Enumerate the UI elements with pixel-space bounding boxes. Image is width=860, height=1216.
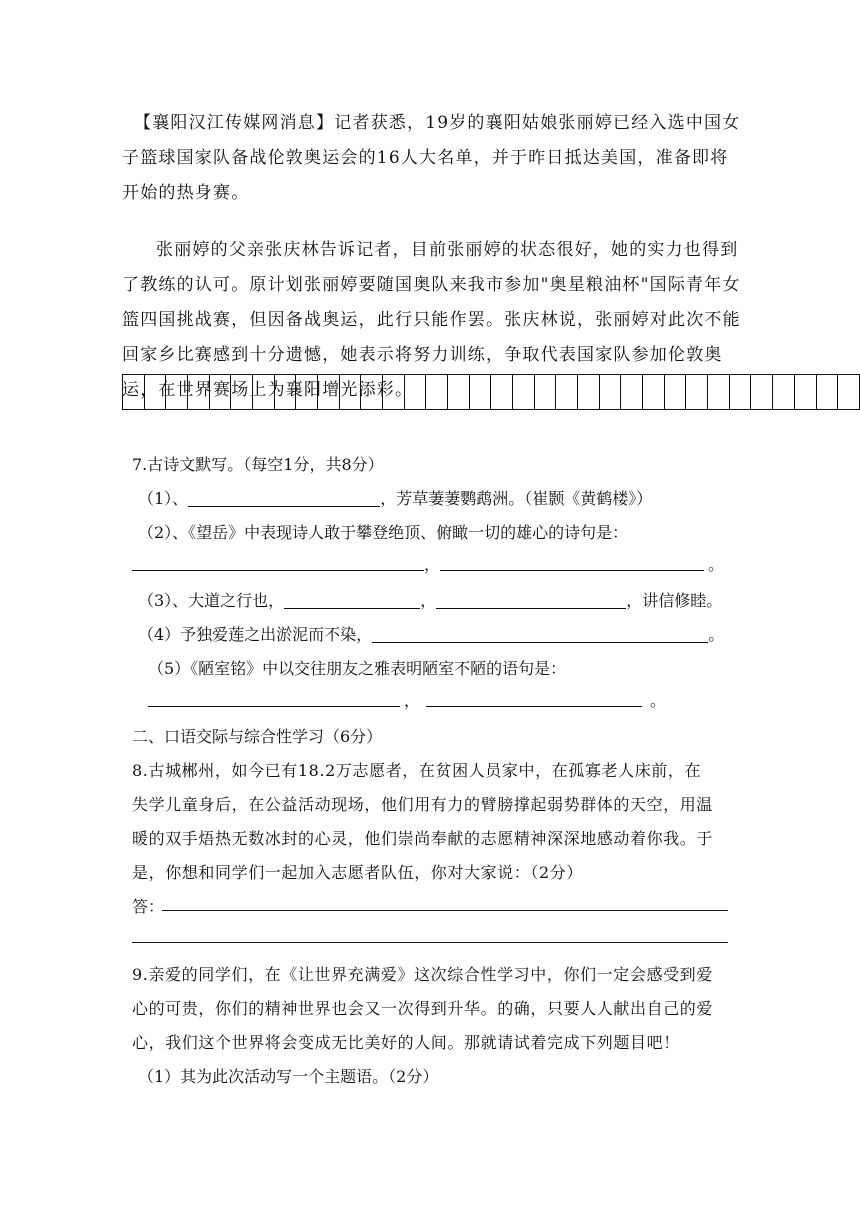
grid-cell[interactable] xyxy=(166,375,188,410)
grid-cell[interactable] xyxy=(448,375,470,410)
question-7-title: 7.古诗文默写。（每空1分，共8分） xyxy=(132,455,384,474)
news-paragraph-1: 【襄阳汉江传媒网消息】记者获悉，19岁的襄阳姑娘张丽婷已经入选中国女子篮球国家队备战伦敦奥运会的16人大名单，并于昨日抵达美国，准备即将开始的热身赛。 xyxy=(122,113,741,203)
grid-cell[interactable] xyxy=(209,375,231,410)
question-9-line-1: 9.亲爱的同学们，在《让世界充满爱》这次综合性学习中，你们一定会感受到爱 xyxy=(132,965,713,984)
question-7-line-4 xyxy=(138,622,724,645)
grid-cell[interactable] xyxy=(404,375,426,410)
q7-3-blank-2[interactable] xyxy=(436,590,626,609)
grid-cell[interactable] xyxy=(599,375,621,410)
q7-1-suffix: ，芳草萋萋鹦鹉洲。（崔颢《黄鹤楼》） xyxy=(380,489,653,508)
section-2-title: 二、口语交际与综合性学习（6分） xyxy=(132,727,383,746)
q7-4-prefix: （4）予独爱莲之出淤泥而不染， xyxy=(138,625,373,644)
news-paragraph-2: 张丽婷的父亲张庆林告诉记者，目前张丽婷的状态很好，她的实力也得到了教练的认可。原计划张丽婷要随国奥队来我市参加"奥星粮油杯"国际青年女篮四国挑战赛，但因备战奥运，此行只能作罢。张庆林说，张丽婷对此次不能回家乡比赛感到十分遗憾，她表示将努力训练，争取代表国家队参加伦敦奥运，在世界赛场上为襄阳增光添彩。 xyxy=(122,240,741,400)
q7-2-end: 。 xyxy=(708,555,725,574)
grid-cell[interactable] xyxy=(339,375,361,410)
q7-1-blank[interactable] xyxy=(188,488,380,507)
grid-cell[interactable] xyxy=(491,375,513,410)
grid-cell[interactable] xyxy=(664,375,686,410)
grid-cell[interactable] xyxy=(838,375,860,410)
q7-5-comma: ， xyxy=(404,691,421,710)
question-7-line-1 xyxy=(138,486,652,509)
q7-2-blank-1[interactable] xyxy=(132,570,424,571)
grid-cell[interactable] xyxy=(144,375,166,410)
grid-cell[interactable] xyxy=(383,375,405,410)
q8-answer-label: 答： xyxy=(132,897,165,916)
grid-cell[interactable] xyxy=(643,375,665,410)
grid-cell[interactable] xyxy=(188,375,210,410)
grid-cell[interactable] xyxy=(773,375,795,410)
question-7-line-2: （2）、《望岳》中表现诗人敢于攀登绝顶、俯瞰一切的雄心的诗句是： xyxy=(138,523,629,542)
grid-cell[interactable] xyxy=(361,375,383,410)
q7-4-end: 。 xyxy=(708,625,725,644)
grid-cell[interactable] xyxy=(253,375,275,410)
question-8-line-2: 失学儿童身后，在公益活动现场，他们用有力的臂膀撑起弱势群体的天空，用温 xyxy=(132,795,714,814)
q7-5-end: 。 xyxy=(650,691,667,710)
q7-2-comma: ， xyxy=(424,555,441,574)
grid-cell[interactable] xyxy=(578,375,600,410)
grid-cell[interactable] xyxy=(794,375,816,410)
grid-cell[interactable] xyxy=(426,375,448,410)
q7-1-prefix: （1）、 xyxy=(138,489,189,508)
q7-3-suffix: ，讲信修睦。 xyxy=(626,591,723,610)
grid-cell[interactable] xyxy=(534,375,556,410)
question-8-line-4: 是，你想和同学们一起加入志愿者队伍，你对大家说：（2分） xyxy=(132,863,583,882)
question-7-line-5: （5）《陋室铭》中以交往朋友之雅表明陋室不陋的语句是： xyxy=(148,659,567,678)
grid-cell[interactable] xyxy=(231,375,253,410)
q7-3-prefix: （3）、大道之行也， xyxy=(138,591,285,610)
grid-cell[interactable] xyxy=(686,375,708,410)
q8-answer-line-1[interactable] xyxy=(162,910,728,911)
grid-cell[interactable] xyxy=(729,375,751,410)
q7-2-blank-2[interactable] xyxy=(440,570,704,571)
q8-answer-line-2[interactable] xyxy=(132,942,728,943)
question-9-line-2: 心的可贵，你们的精神世界也会又一次得到升华。的确，只要人人献出自己的爱 xyxy=(132,999,714,1018)
question-8-line-1: 8.古城郴州，如今已有18.2万志愿者，在贫困人员家中，在孤寡老人床前，在 xyxy=(132,761,702,780)
grid-cell[interactable] xyxy=(816,375,838,410)
grid-cell[interactable] xyxy=(751,375,773,410)
q7-4-blank[interactable] xyxy=(372,624,708,643)
q7-5-blank-2[interactable] xyxy=(426,706,642,707)
grid-cell[interactable] xyxy=(274,375,296,410)
question-9-sub-1: （1）其为此次活动写一个主题语。（2分） xyxy=(138,1067,439,1086)
grid-cell[interactable] xyxy=(296,375,318,410)
question-7-line-3 xyxy=(138,588,722,611)
question-8-line-3: 暖的双手焐热无数冰封的心灵，他们崇尚奉献的志愿精神深深地感动着你我。于 xyxy=(132,829,714,848)
grid-cell[interactable] xyxy=(708,375,730,410)
question-9-line-3: 心，我们这个世界将会变成无比美好的人间。那就请试着完成下列题目吧！ xyxy=(132,1033,680,1052)
grid-cell[interactable] xyxy=(513,375,535,410)
character-grid[interactable] xyxy=(122,374,860,410)
grid-cell[interactable] xyxy=(123,375,145,410)
q7-3-blank-1[interactable] xyxy=(284,590,420,609)
grid-cell[interactable] xyxy=(621,375,643,410)
grid-cell[interactable] xyxy=(556,375,578,410)
q7-5-blank-1[interactable] xyxy=(148,706,400,707)
grid-cell[interactable] xyxy=(469,375,491,410)
grid-cell[interactable] xyxy=(318,375,340,410)
q7-3-comma: ， xyxy=(420,591,437,610)
